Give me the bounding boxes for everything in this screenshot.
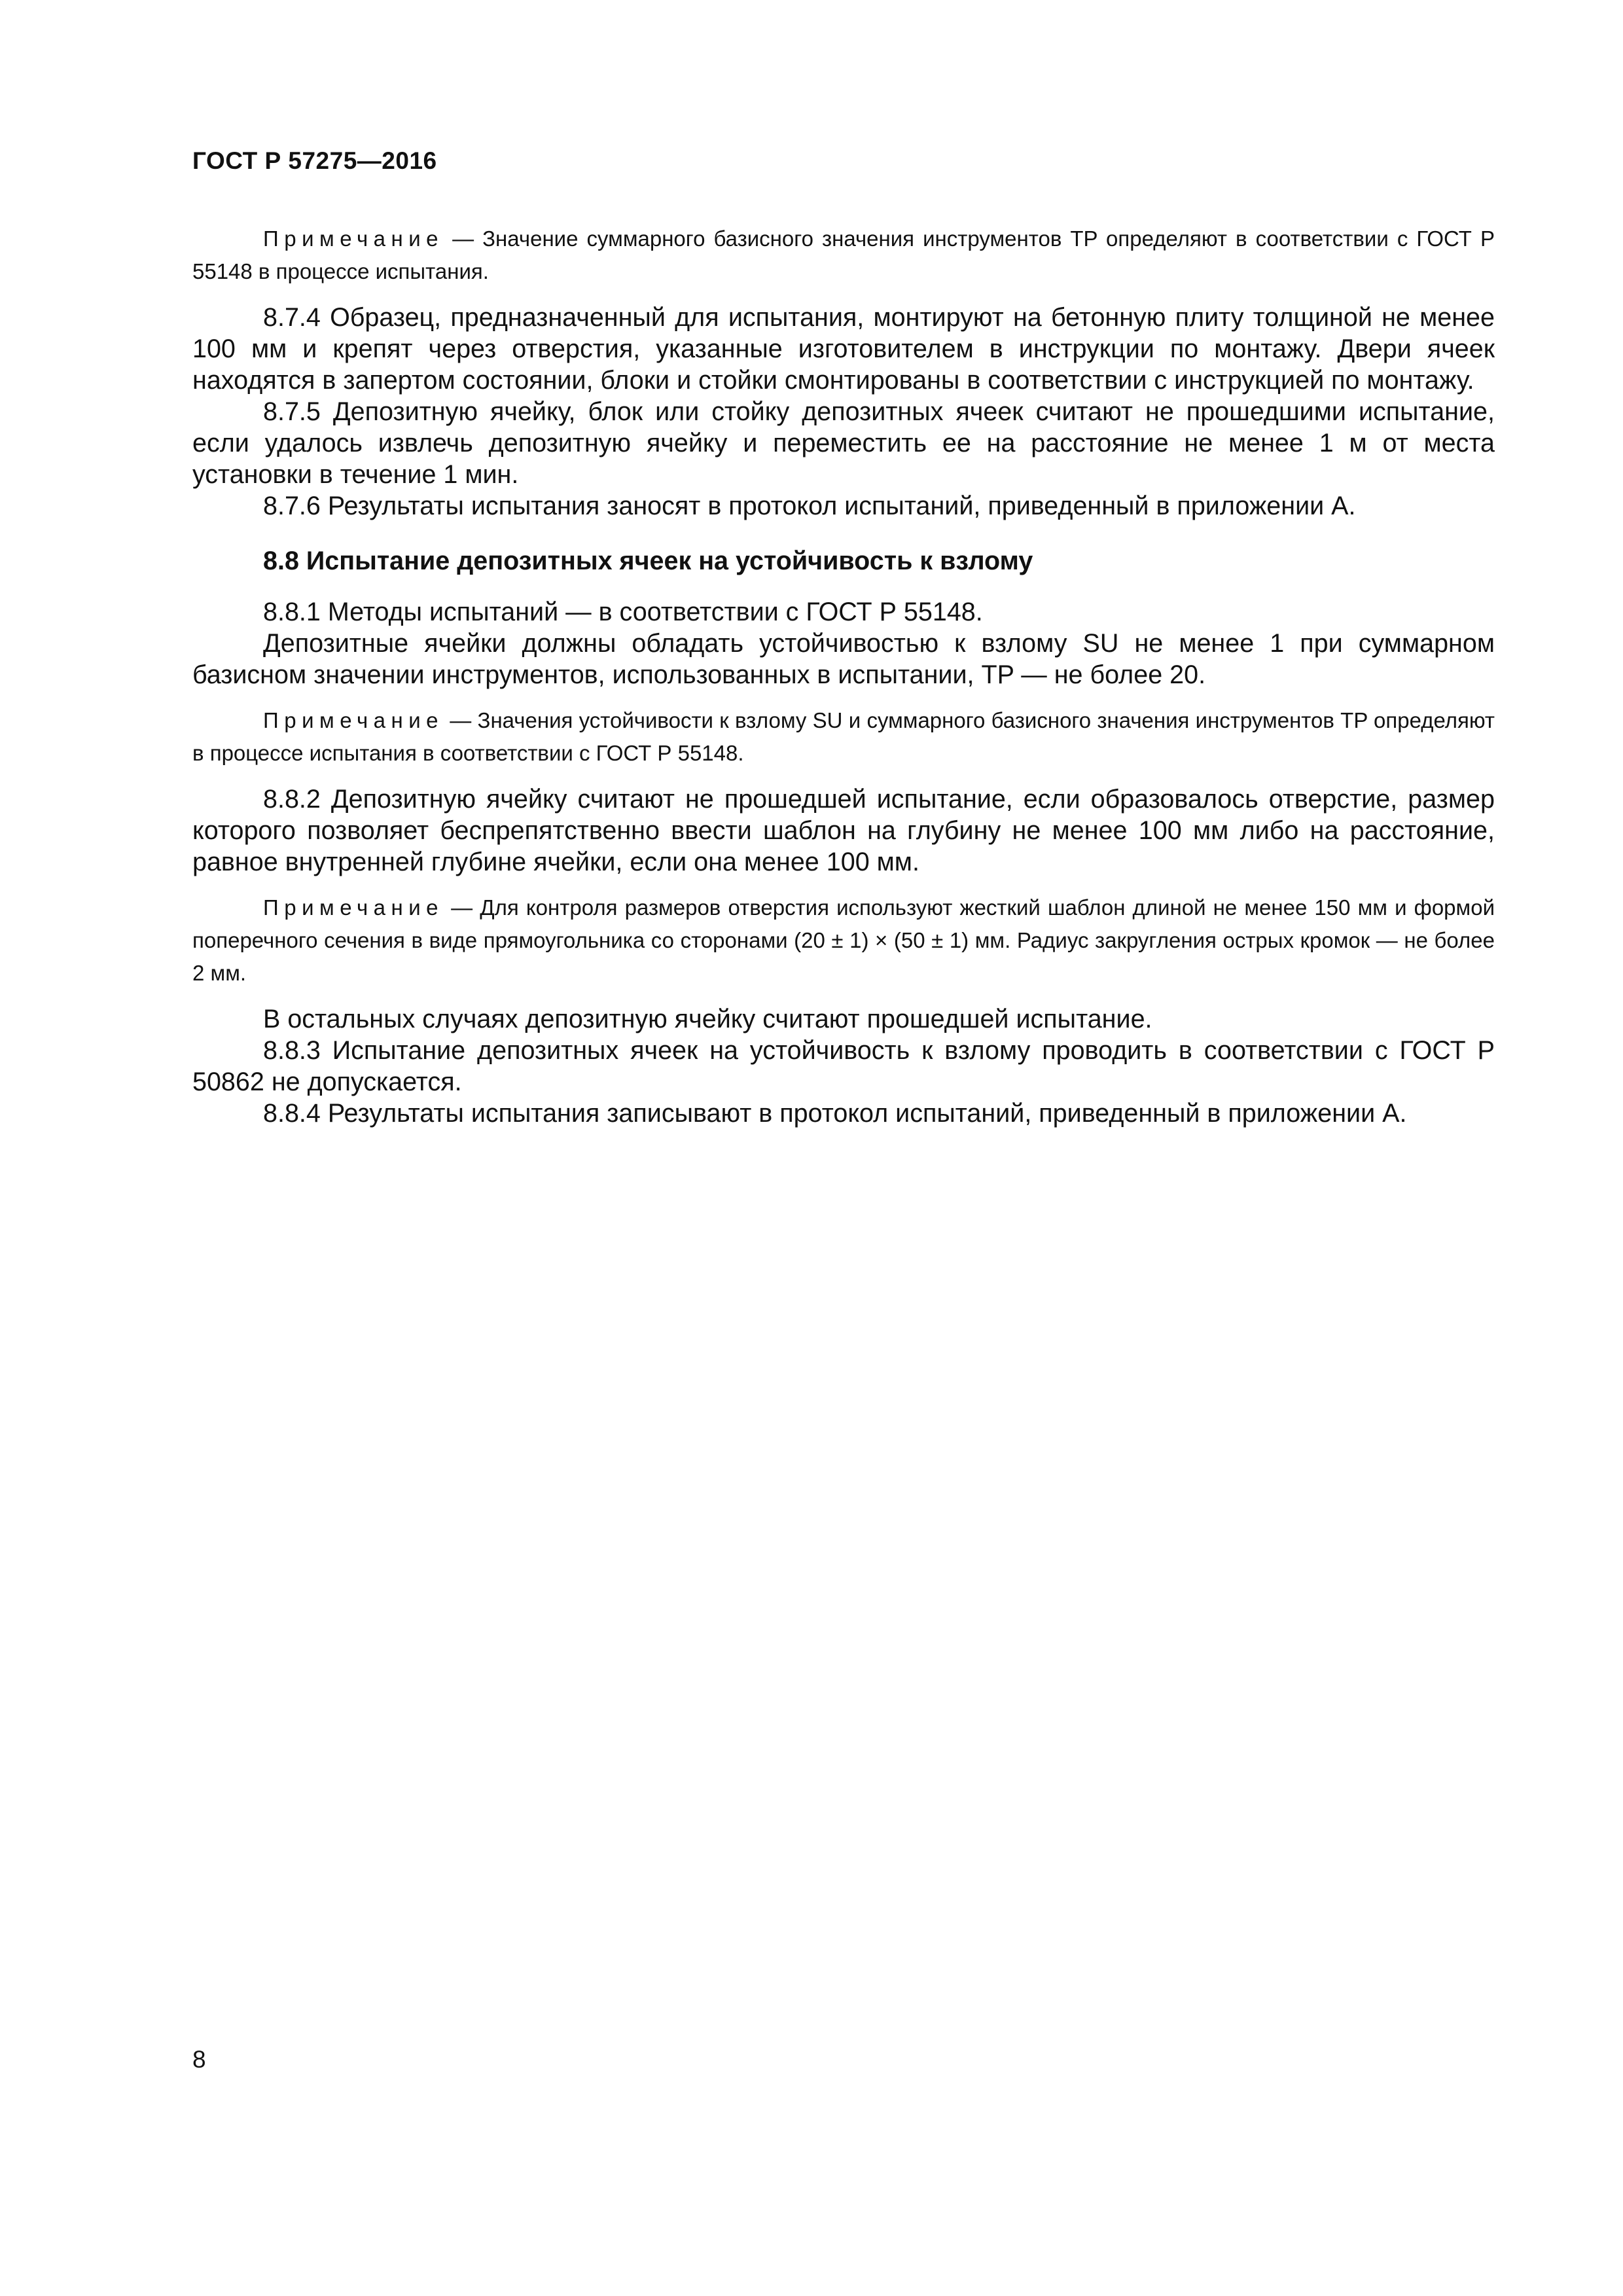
paragraph-8-8-1: 8.8.1 Методы испытаний — в соответствии с ГОСТ Р 55148. (263, 598, 983, 626)
paragraph-8-8-4: 8.8.4 Результаты испытания записывают в протокол испытаний, приведенный в приложении А. (263, 1099, 1407, 1128)
note-label: Примечание (263, 895, 444, 920)
paragraph-8-7-6: 8.7.6 Результаты испытания заносят в протокол испытаний, приведенный в приложении А. (263, 492, 1356, 520)
page-body (192, 223, 1495, 1129)
paragraph-8-8-2: 8.8.2 Депозитную ячейку считают не прошедшей испытание, если образовалось отверстие, размер которого позволяет беспрепятственно ввести шаблон на глубину не менее 100 мм либо на расстояние, равное внутренней глубине ячейки, если она менее 100 мм. (192, 785, 1495, 876)
note-1 (192, 223, 1495, 288)
note-2-text: — Значения устойчивости к взлому SU и суммарного базисного значения инструментов TP определяют в процессе испытания в соответствии с ГОСТ Р 55148. (192, 708, 1495, 765)
paragraph-8-7-4: 8.7.4 Образец, предназначенный для испытания, монтируют на бетонную плиту толщиной не менее 100 мм и крепят через отверстия, указанные изготовителем в инструкции по монтажу. Двери ячеек находятся в запертом состоянии, блоки и стойки смонтированы в соответствии с инструкцией по монтажу. (192, 303, 1495, 395)
note-2 (192, 704, 1495, 770)
note-3 (192, 891, 1495, 990)
paragraph-8-8-2-result: В остальных случаях депозитную ячейку считают прошедшей испытание. (263, 1005, 1152, 1033)
section-8-8-title: 8.8 Испытание депозитных ячеек на устойчивость к взлому (263, 547, 1033, 575)
document-code-header: ГОСТ Р 57275—2016 (192, 147, 437, 174)
note-1-text: — Значение суммарного базисного значения инструментов TP определяют в соответствии с ГОСТ Р 55148 в процессе испытания. (192, 226, 1495, 283)
paragraph-8-8-3: 8.8.3 Испытание депозитных ячеек на устойчивость к взлому проводить в соответствии с ГОСТ Р 50862 не допускается. (192, 1036, 1495, 1096)
paragraph-8-8-1-requirement: Депозитные ячейки должны обладать устойчивостью к взлому SU не менее 1 при суммарном базисном значении инструментов, использованных в испытании, TP — не более 20. (192, 629, 1495, 689)
note-label: Примечание (263, 708, 444, 732)
note-label: Примечание (263, 226, 444, 251)
paragraph-8-7-5: 8.7.5 Депозитную ячейку, блок или стойку депозитных ячеек считают не прошедшими испытание, если удалось извлечь депозитную ячейку и переместить ее на расстояние не менее 1 м от места установки в течение 1 мин. (192, 397, 1495, 489)
page-number: 8 (192, 2046, 206, 2073)
note-3-text: — Для контроля размеров отверстия используют жесткий шаблон длиной не менее 150 мм и формой поперечного сечения в виде прямоугольника со сторонами (20 ± 1) × (50 ± 1) мм. Радиус закругления острых кромок — не более 2 мм. (192, 895, 1495, 985)
